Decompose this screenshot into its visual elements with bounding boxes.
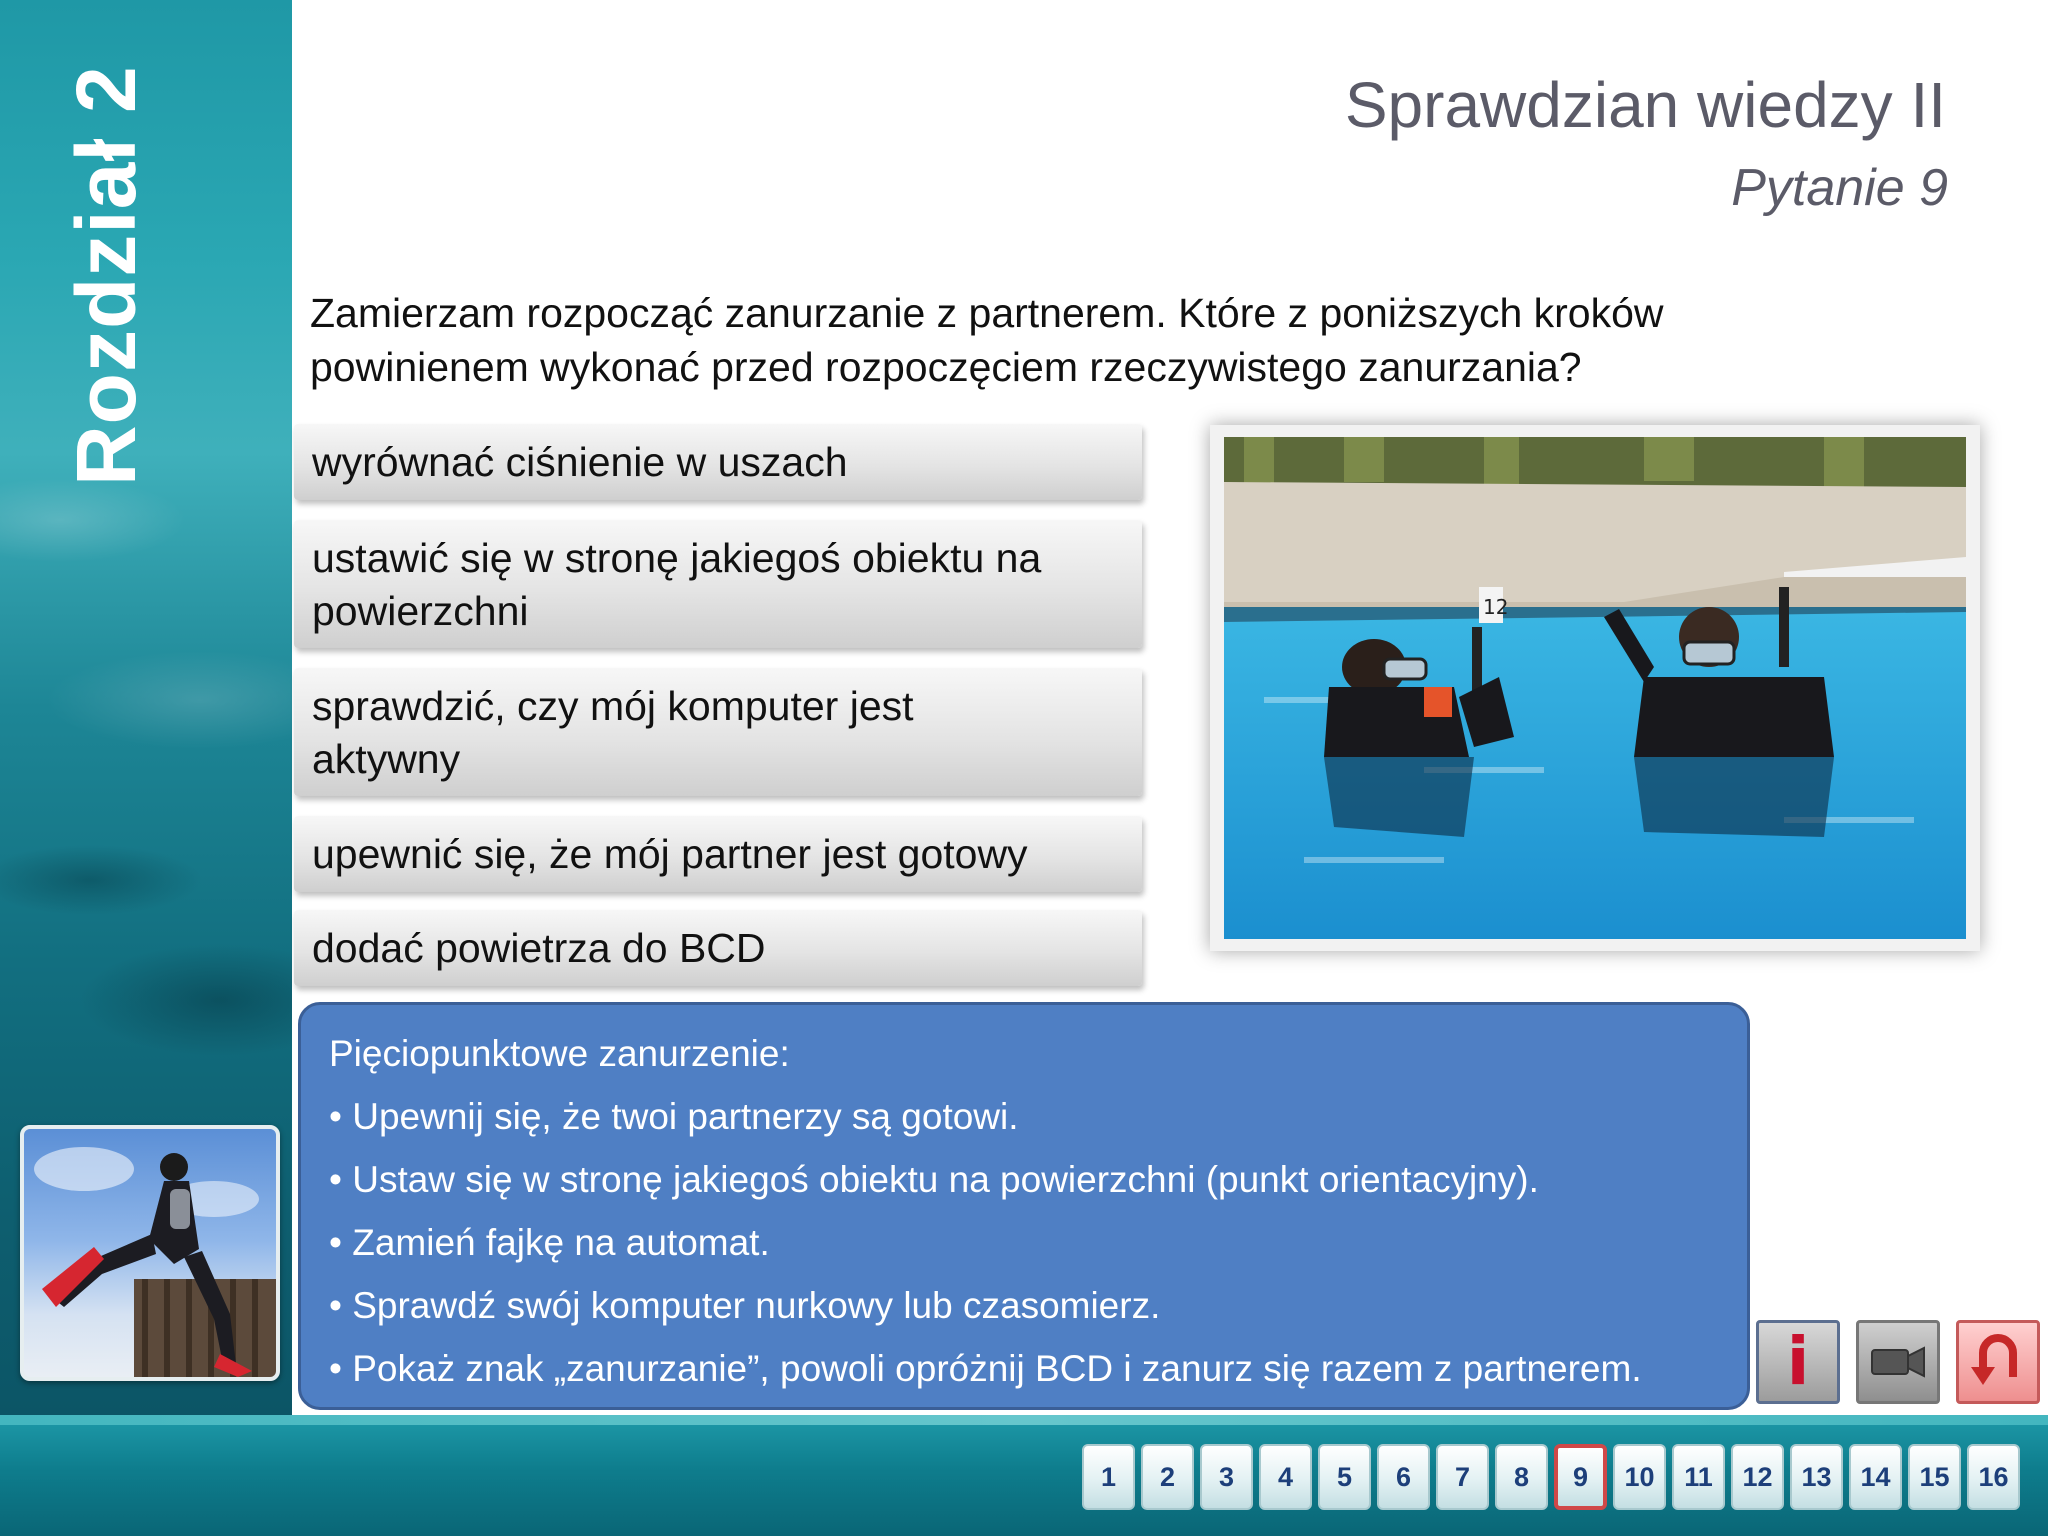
- page-title: Sprawdzian wiedzy II: [1344, 69, 1946, 141]
- infobox-point-3: • Zamień fajkę na automat.: [329, 1222, 770, 1263]
- return-button[interactable]: [1956, 1320, 2040, 1404]
- page-navigation: [1082, 1444, 2020, 1510]
- option-text: wyrównać ciśnienie w uszach: [312, 439, 848, 485]
- option-text: ustawić się w stronę jakiegoś obiektu na: [312, 535, 1042, 581]
- page-button-13[interactable]: 13: [1790, 1444, 1843, 1510]
- pool-illustration: [1224, 437, 1966, 939]
- page-button-6[interactable]: 6: [1377, 1444, 1430, 1510]
- option-text: powierzchni: [312, 588, 529, 634]
- video-camera-icon: [1868, 1342, 1928, 1382]
- question-line-1: Zamierzam rozpocząć zanurzanie z partnerem. Które z poniższych kroków: [310, 290, 1664, 336]
- infobox-point-2: • Ustaw się w stronę jakiegoś obiektu na powierzchni (punkt orientacyjny).: [329, 1159, 1539, 1200]
- answer-option-1[interactable]: [294, 424, 1142, 500]
- infobox-point-5: • Pokaż znak „zanurzanie”, powoli opróżnij BCD i zanurz się razem z partnerem.: [329, 1348, 1642, 1389]
- sidebar-water-panel: [0, 0, 292, 1415]
- answer-option-3[interactable]: [294, 668, 1142, 796]
- page-button-2[interactable]: 2: [1141, 1444, 1194, 1510]
- video-button[interactable]: [1856, 1320, 1940, 1404]
- infobox-point-1: • Upewnij się, że twoi partnerzy są gotowi.: [329, 1096, 1019, 1137]
- option-text: dodać powietrza do BCD: [312, 925, 766, 971]
- diver-entry-photo: [20, 1125, 280, 1381]
- page-button-4[interactable]: 4: [1259, 1444, 1312, 1510]
- page-button-3[interactable]: 3: [1200, 1444, 1253, 1510]
- page-button-14[interactable]: 14: [1849, 1444, 1902, 1510]
- page-button-10[interactable]: 10: [1613, 1444, 1666, 1510]
- answer-option-2[interactable]: [294, 520, 1142, 648]
- page-button-12[interactable]: 12: [1731, 1444, 1784, 1510]
- question-text: [310, 286, 1810, 394]
- pool-sign: 12: [1483, 595, 1509, 619]
- infobox-point-4: • Sprawdź swój komputer nurkowy lub czasomierz.: [329, 1285, 1161, 1326]
- page-button-1[interactable]: 1: [1082, 1444, 1135, 1510]
- infobox-heading: Pięciopunktowe zanurzenie:: [329, 1033, 790, 1074]
- chapter-title: Rozdział 2: [59, 65, 153, 486]
- diver-illustration: [24, 1129, 276, 1377]
- page-button-16[interactable]: 16: [1967, 1444, 2020, 1510]
- info-button[interactable]: [1756, 1320, 1840, 1404]
- page-button-8[interactable]: 8: [1495, 1444, 1548, 1510]
- option-text: aktywny: [312, 736, 461, 782]
- option-text: upewnić się, że mój partner jest gotowy: [312, 831, 1028, 877]
- page-button-15[interactable]: 15: [1908, 1444, 1961, 1510]
- option-text: sprawdzić, czy mój komputer jest: [312, 683, 914, 729]
- pool-divers-photo: [1224, 437, 1966, 939]
- question-line-2: powinienem wykonać przed rozpoczęciem rzeczywistego zanurzania?: [310, 344, 1582, 390]
- page-button-5[interactable]: 5: [1318, 1444, 1371, 1510]
- five-point-descent-infobox: [298, 1002, 1750, 1410]
- question-number: Pytanie 9: [1731, 159, 1948, 217]
- page-button-7[interactable]: 7: [1436, 1444, 1489, 1510]
- page-button-9[interactable]: 9: [1554, 1444, 1607, 1510]
- pool-photo-frame: [1210, 425, 1980, 951]
- info-icon: i: [1786, 1323, 1810, 1400]
- page-button-11[interactable]: 11: [1672, 1444, 1725, 1510]
- answer-option-4[interactable]: [294, 816, 1142, 892]
- answer-option-5[interactable]: [294, 910, 1142, 986]
- return-arrow-icon: [1965, 1329, 2031, 1395]
